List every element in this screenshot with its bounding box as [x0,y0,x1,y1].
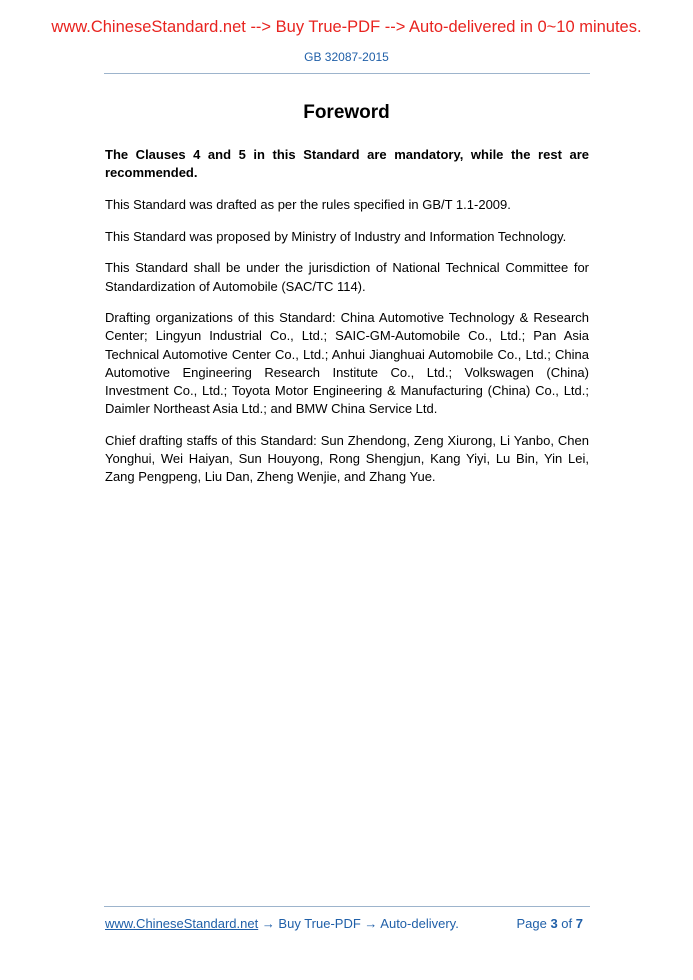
page-title: Foreword [303,102,390,123]
footer-divider [104,906,590,907]
paragraph-proposed-by: This Standard was proposed by Ministry of Industry and Information Technology. [105,228,567,244]
page-total: 7 [575,916,583,931]
paragraph-chief-drafting-staffs: Chief drafting staffs of this Standard: Sun Zhendong, Zeng Xiurong, Li Yanbo, Chen Yonghui, Wei Haiyan, Sun Houyong, Rong Shengjun, Kang Yiyi, Lu Bin, Yin Lei, Zang Pengpeng, Liu Dan, Zheng Wenjie, and Zhang Yue. [105,432,589,485]
footer-tagline: → Buy True-PDF → Auto-delivery. [258,916,459,931]
page-label: Page [516,916,547,931]
paragraph-drafting-rules: This Standard was drafted as per the rules specified in GB/T 1.1-2009. [105,196,511,212]
page-current: 3 [550,916,558,931]
promo-banner: www.ChineseStandard.net --> Buy True-PDF --> Auto-delivered in 0~10 minutes. [51,18,642,36]
standard-code: GB 32087-2015 [304,50,389,64]
page-footer [105,916,589,931]
page-indicator [516,916,583,931]
paragraph-drafting-organizations: Drafting organizations of this Standard: China Automotive Technology & Research Center; Lingyun Industrial Co., Ltd.; SAIC-GM-Automobile Co., Ltd.; Pan Asia Technical Automotive Center Co., Ltd.; Anhui Jianghuai Automobile Co., Ltd.; China Automotive Engineering Research Institute Co., Ltd.; Volkswagen (China) Investment Co., Ltd.; Toyota Motor Engineering & Manufacturing (China) Co., Ltd.; Daimler Northeast Asia Ltd.; and BMW China Service Ltd. [105,310,589,417]
paragraph-jurisdiction: This Standard shall be under the jurisdiction of National Technical Committee for Standardization of Automobile (SAC/TC 114). [105,260,589,294]
header-divider [104,73,590,74]
footer-site-link[interactable]: www.ChineseStandard.net [105,916,259,931]
page-of-label: of [561,916,573,931]
document-body [105,146,589,500]
paragraph-mandatory-clauses: The Clauses 4 and 5 in this Standard are mandatory, while the rest are recommended. [105,147,589,181]
